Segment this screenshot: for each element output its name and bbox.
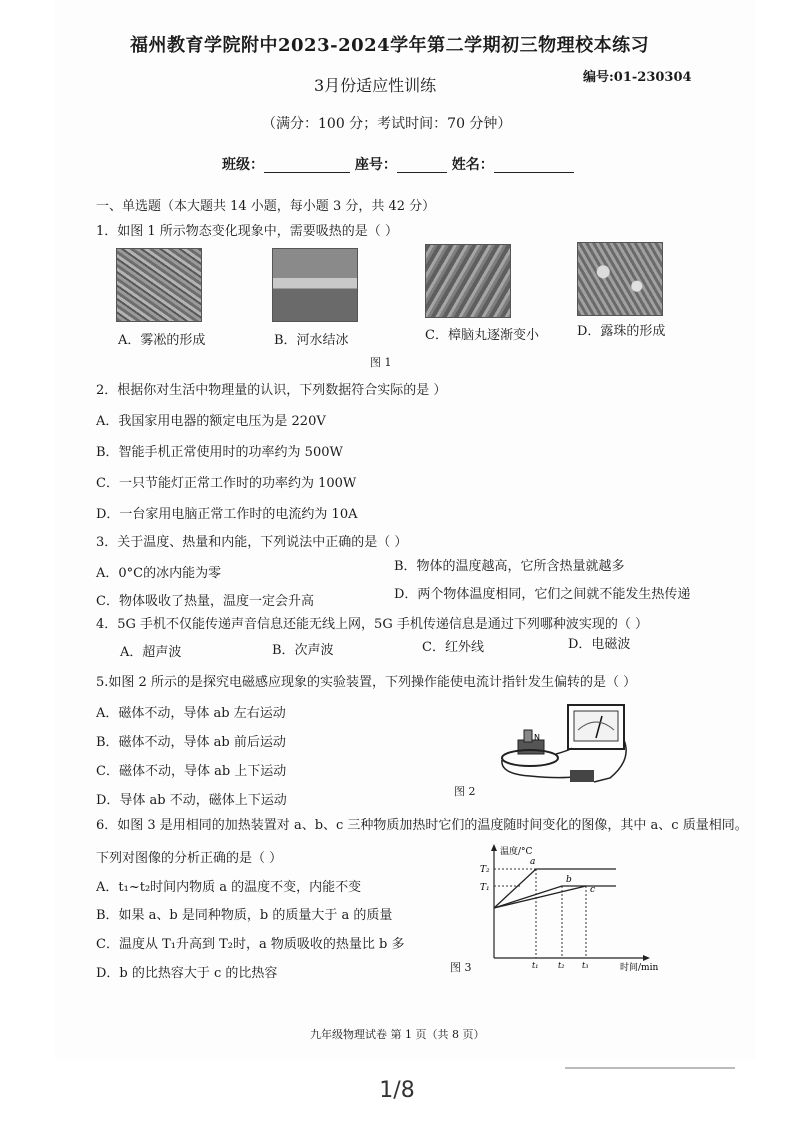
q4-option-a: A．超声波 <box>120 645 182 660</box>
galvanometer <box>568 705 624 749</box>
class-label: 班级： <box>222 157 264 173</box>
figure-2-caption: 图 2 <box>454 785 476 798</box>
q6-option-b: B．如果 a、b 是同种物质，b 的质量大于 a 的质量 <box>96 908 393 923</box>
q3-option-c: C．物体吸收了热量，温度一定会升高 <box>96 594 314 609</box>
dew-photo <box>577 242 663 316</box>
graph-guides <box>494 869 586 958</box>
question-3-stem: 3．关于温度、热量和内能，下列说法中正确的是（ ） <box>96 535 408 550</box>
q3-option-a: A．0°C的冰内能为零 <box>96 566 222 581</box>
graph-ylabel: 温度/°C <box>500 847 533 857</box>
graph-t2-label: t₂ <box>558 961 565 970</box>
seat-blank <box>397 160 447 173</box>
q6-option-c: C．温度从 T₁升高到 T₂时，a 物质吸收的热量比 b 多 <box>96 937 405 952</box>
footer-divider <box>565 1067 735 1069</box>
name-blank <box>494 160 574 173</box>
q2-option-b: B．智能手机正常使用时的功率约为 500W <box>96 445 343 460</box>
question-1-stem: 1．如图 1 所示物态变化现象中，需要吸热的是（ ） <box>96 224 398 239</box>
q2-option-d: D．一台家用电脑正常工作时的电流约为 10A <box>96 507 358 522</box>
page-number: 1/8 <box>379 1078 415 1103</box>
q3-option-b: B．物体的温度越高，它所含热量就越多 <box>394 559 625 574</box>
graph-c-label: c <box>590 885 596 895</box>
graph-a-label: a <box>530 857 536 867</box>
student-info-row <box>222 157 574 173</box>
figure-3-caption: 图 3 <box>450 961 472 974</box>
line-b <box>494 886 616 908</box>
graph-xlabel: 时间/min <box>620 963 659 973</box>
q5-option-c: C．磁体不动，导体 ab 上下运动 <box>96 764 287 779</box>
question-2-stem: 2．根据你对生活中物理量的认识，下列数据符合实际的是 ） <box>96 383 447 398</box>
q6-option-d: D．b 的比热容大于 c 的比热容 <box>96 966 278 981</box>
exam-info: （满分：100 分；考试时间：70 分钟） <box>262 116 512 132</box>
question-6-stem: 6．如图 3 是用相同的加热装置对 a、b、c 三种物质加热时它们的温度随时间变化的图像，其中 a、c 质量相同。 <box>96 818 748 833</box>
graph-T2-label: T₂ <box>480 865 490 875</box>
graph-t3-label: t₃ <box>582 961 589 970</box>
q4-option-c: C．红外线 <box>422 640 484 655</box>
q1-option-b: B．河水结冰 <box>274 333 349 348</box>
rime-photo <box>116 248 202 322</box>
exam-title: 福州教育学院附中2023-2024学年第二学期初三物理校本练习 <box>130 35 650 56</box>
river-ice-photo <box>272 248 358 322</box>
q2-option-c: C．一只节能灯正常工作时的功率约为 100W <box>96 476 357 491</box>
question-5-stem: 5.如图 2 所示的是探究电磁感应现象的实验装置，下列操作能使电流计指针发生偏转的是（ ） <box>96 675 637 690</box>
q5-option-a: A．磁体不动，导体 ab 左右运动 <box>96 706 286 721</box>
camphor-photo <box>425 244 511 318</box>
q1-option-c: C．樟脑丸逐渐变小 <box>425 328 539 343</box>
q5-option-d: D．导体 ab 不动，磁体上下运动 <box>96 793 287 808</box>
q5-option-b: B．磁体不动，导体 ab 前后运动 <box>96 735 286 750</box>
graph-t1-label: t₁ <box>532 961 539 970</box>
figure-1-caption: 图 1 <box>370 356 392 369</box>
induction-apparatus-figure <box>490 700 640 790</box>
graph-b-label: b <box>566 875 572 885</box>
q1-option-d: D．露珠的形成 <box>577 324 666 339</box>
q4-option-d: D．电磁波 <box>568 637 631 652</box>
q1-option-a: A．雾凇的形成 <box>118 333 206 348</box>
temperature-time-graph <box>470 840 670 975</box>
question-4-stem: 4．5G 手机不仅能传递声音信息还能无线上网，5G 手机传递信息是通过下列哪种波实现的（ ） <box>96 617 648 632</box>
seat-label: 座号： <box>354 157 397 173</box>
exam-subtitle: 3月份适应性训练 <box>314 76 437 95</box>
q2-option-a: A．我国家用电器的额定电压为是 220V <box>96 414 326 429</box>
exam-code: 编号:01-230304 <box>583 70 692 85</box>
page-info: 九年级物理试卷 第 1 页（共 8 页） <box>310 1028 485 1041</box>
q6-option-a: A．t₁~t₂时间内物质 a 的温度不变，内能不变 <box>96 880 362 895</box>
section-heading: 一、单选题（本大题共 14 小题，每小题 3 分，共 42 分） <box>96 199 436 214</box>
question-6-stem-2: 下列对图像的分析正确的是（ ） <box>96 851 283 866</box>
graph-T1-label: T₁ <box>480 883 490 893</box>
q4-option-b: B．次声波 <box>272 643 334 658</box>
name-label: 姓名： <box>451 157 494 173</box>
svg-text:N: N <box>534 733 540 742</box>
q3-option-d: D．两个物体温度相同，它们之间就不能发生热传递 <box>394 587 691 602</box>
line-c <box>494 886 586 908</box>
class-blank <box>264 160 350 173</box>
